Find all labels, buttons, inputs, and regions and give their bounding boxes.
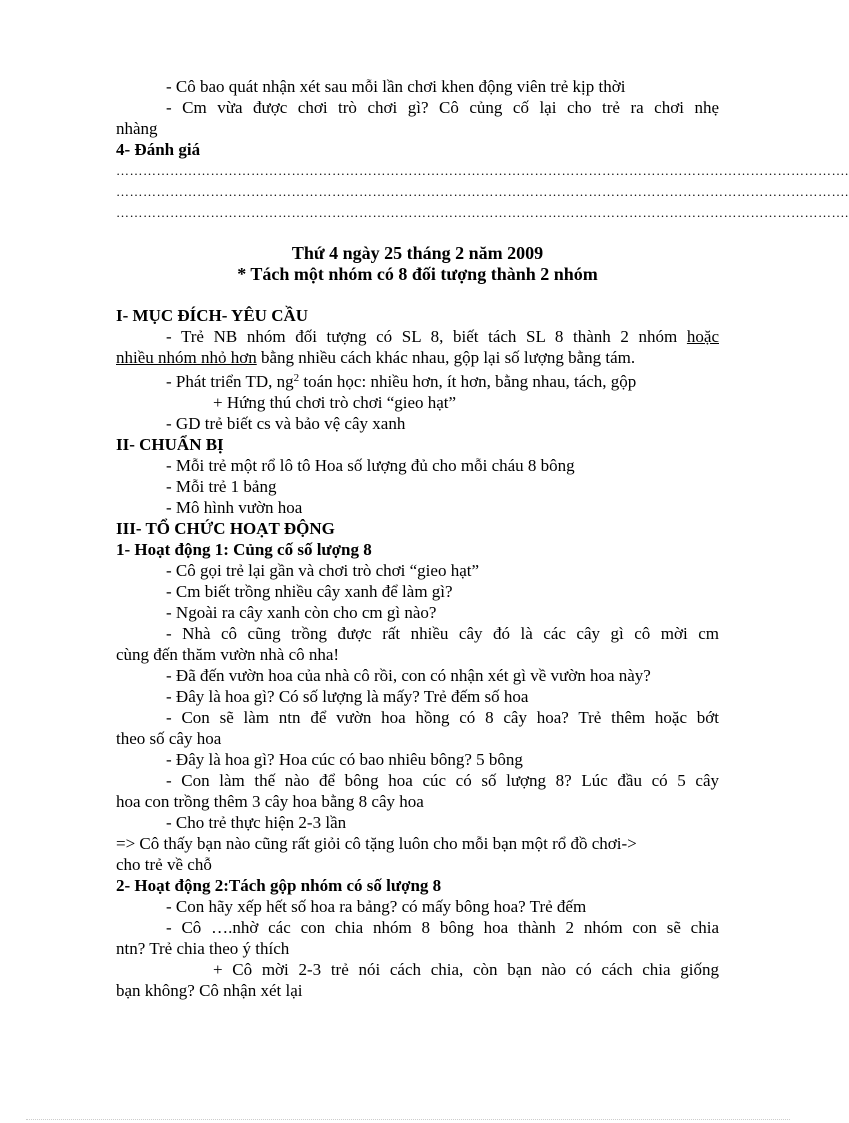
spacer: [116, 285, 719, 305]
text-line: nhiều nhóm nhỏ hơn bằng nhiều cách khác nhau, gộp lại số lượng bằng tám.: [116, 348, 636, 367]
text-line: nhàng: [116, 119, 158, 138]
text-line: - Cho trẻ thực hiện 2-3 lần: [166, 813, 347, 832]
text-line: - Cm biết trồng nhiều cây xanh để làm gì?: [166, 582, 453, 601]
text-line: - Cô gọi trẻ lại gần và chơi trò chơi “gieo hạt”: [166, 561, 480, 580]
text-line: + Hứng thú chơi trò chơi “gieo hạt”: [213, 393, 457, 412]
document-page: [116, 76, 849, 1001]
text-line: + Cô mời 2-3 trẻ nói cách chia, còn bạn nào có cách chia giống: [213, 960, 719, 979]
heading-muc-dich: I- MỤC ĐÍCH- YÊU CẦU: [116, 306, 309, 325]
text-line: - Mô hình vườn hoa: [166, 498, 303, 517]
text-line: bạn không? Cô nhận xét lại: [116, 981, 303, 1000]
heading-hoat-dong-1: 1- Hoạt động 1: Củng cố số lượng 8: [116, 540, 372, 559]
text-line: - Đã đến vườn hoa của nhà cô rồi, con có nhận xét gì về vườn hoa này?: [166, 666, 651, 685]
text-line: - Phát triển TD, $ng^2$ toán học: nhiều hơn, ít hơn, bằng nhau, tách, gộp: [166, 372, 637, 391]
text-line: - Cô bao quát nhận xét sau mỗi lần chơi khen động viên trẻ kịp thời: [166, 77, 626, 96]
topic-title: * Tách một nhóm có 8 đối tượng thành 2 nhóm: [237, 264, 598, 284]
text-line: - Con hãy xếp hết số hoa ra bảng? có mấy bông hoa? Trẻ đếm: [166, 897, 587, 916]
text-line: - Trẻ NB nhóm đối tượng có SL 8, biết tách SL 8 thành 2 nhóm hoặc: [166, 327, 719, 346]
text-line: cho trẻ về chỗ: [116, 855, 212, 874]
date-title: Thứ 4 ngày 25 tháng 2 năm 2009: [291, 243, 544, 263]
text-line: theo số cây hoa: [116, 729, 222, 748]
section-heading-danh-gia: 4- Đánh giá: [116, 140, 201, 159]
page-bottom-rule: [26, 1119, 790, 1120]
text-line: - Mỗi trẻ một rổ lô tô Hoa số lượng đủ cho mỗi cháu 8 bông: [166, 456, 575, 475]
heading-to-chuc: III- TỔ CHỨC HOẠT ĐỘNG: [116, 519, 335, 538]
text-line: - Con làm thế nào để bông hoa cúc có số lượng 8? Lúc đầu có 5 cây: [166, 771, 719, 790]
text-line: hoa con trồng thêm 3 cây hoa bằng 8 cây hoa: [116, 792, 424, 811]
heading-hoat-dong-2: 2- Hoạt động 2:Tách gộp nhóm có số lượng 8: [116, 876, 442, 895]
text-line: - Nhà cô cũng trồng được rất nhiều cây đó là các cây gì cô mời cm: [166, 624, 719, 643]
dotted-line: ……………………………………………………………………………………………………………………………………………….: [116, 163, 849, 178]
heading-chuan-bi: II- CHUẨN BỊ: [116, 435, 224, 454]
text-line: - Cô ….nhờ các con chia nhóm 8 bông hoa thành 2 nhóm con sẽ chia: [166, 918, 719, 937]
spacer: [116, 223, 719, 243]
text-line: cùng đến thăm vườn nhà cô nha!: [116, 645, 340, 664]
text-line: - Con sẽ làm ntn để vườn hoa hồng có 8 cây hoa? Trẻ thêm hoặc bớt: [166, 708, 719, 727]
text-line: => Cô thấy bạn nào cũng rất giỏi cô tặng luôn cho mỗi bạn một rổ đồ chơi->: [116, 834, 637, 853]
dotted-line: ……………………………………………………………………………………………………………………………………………….: [116, 184, 849, 199]
text-line: ntn? Trẻ chia theo ý thích: [116, 939, 290, 958]
text-line: - Ngoài ra cây xanh còn cho cm gì nào?: [166, 603, 437, 622]
text-line: - Đây là hoa gì? Hoa cúc có bao nhiêu bông? 5 bông: [166, 750, 523, 769]
dotted-line: ……………………………………………………………………………………………………………………………………………….: [116, 205, 849, 220]
text-line: - Cm vừa được chơi trò chơi gì? Cô củng cố lại cho trẻ ra chơi nhẹ: [166, 98, 719, 117]
text-line: - Mỗi trẻ 1 bảng: [166, 477, 277, 496]
text-line: - Đây là hoa gì? Có số lượng là mấy? Trẻ đếm số hoa: [166, 687, 529, 706]
text-line: - GD trẻ biết cs và bảo vệ cây xanh: [166, 414, 406, 433]
